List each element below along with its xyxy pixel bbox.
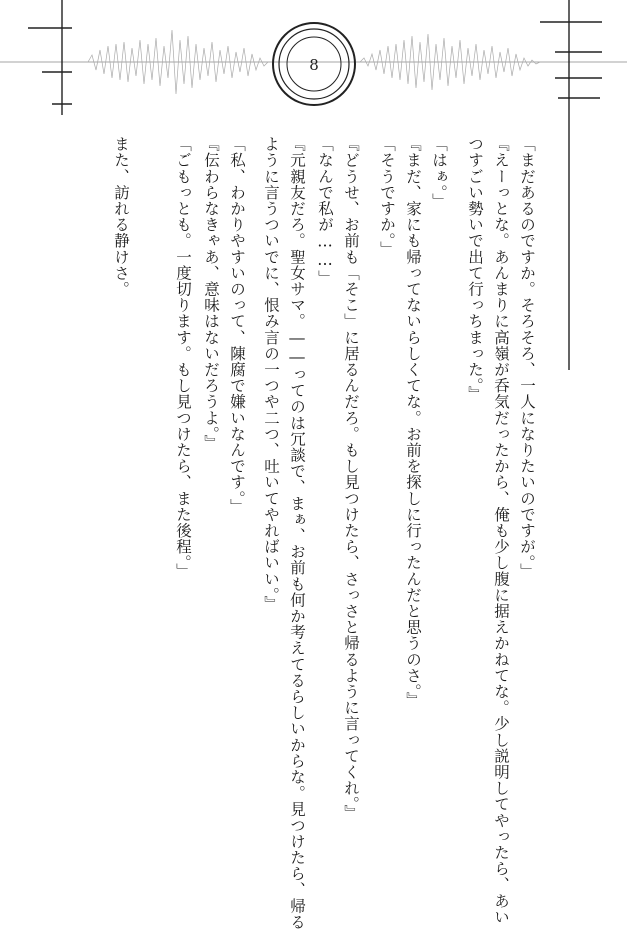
text-column-11: 「私、わかりやすいのって、陳腐で嫌いなんです。」 [228,136,246,515]
text-column-13: 「ごもっとも。一度切ります。もし見つけたら、また後程。」 [174,136,192,580]
right-waveform [360,34,540,90]
text-column-12: 『伝わらなきゃあ、意味はないだろうよ。』 [202,136,220,451]
right-tick-mark [540,0,602,370]
text-column-10: ように言うついでに、恨み言の一つや二つ、吐いてやればいい。』 [262,136,280,612]
text-column-6: 「そうですか。」 [378,136,396,258]
text-column-5: 『まだ、家にも帰ってないらしくてな。お前を探しに行ったんだと思うのさ。』 [404,136,422,708]
text-column-7: 『どうせ、お前も「そこ」に居るんだろ。もし見つけたら、さっさと帰るように言ってくれ。』 [342,136,360,821]
left-waveform [88,30,268,94]
text-column-3: つすごい勢いで出て行っちまった。』 [466,136,484,402]
text-column-1: 「まだあるのですか。そろそろ、一人になりたいのですが。」 [518,136,536,580]
text-column-15: また、訪れる静けさ。 [112,136,130,297]
left-tick-mark [28,0,72,115]
text-column-4: 「はぁ。」 [430,136,448,209]
text-column-8: 「なんで私が……」 [316,136,334,286]
page-number: 8 [309,56,319,74]
text-column-9: 『元親友だろ。聖女サマ。――ってのは冗談で、まぁ、お前も何か考えてるらしいからな。見つけたら、帰る [288,136,306,930]
text-column-2: 『えーっとな。あんまりに高嶺が呑気だったから、俺も少し腹に据えかねてな。少し説明してやったら、あい [492,136,510,925]
